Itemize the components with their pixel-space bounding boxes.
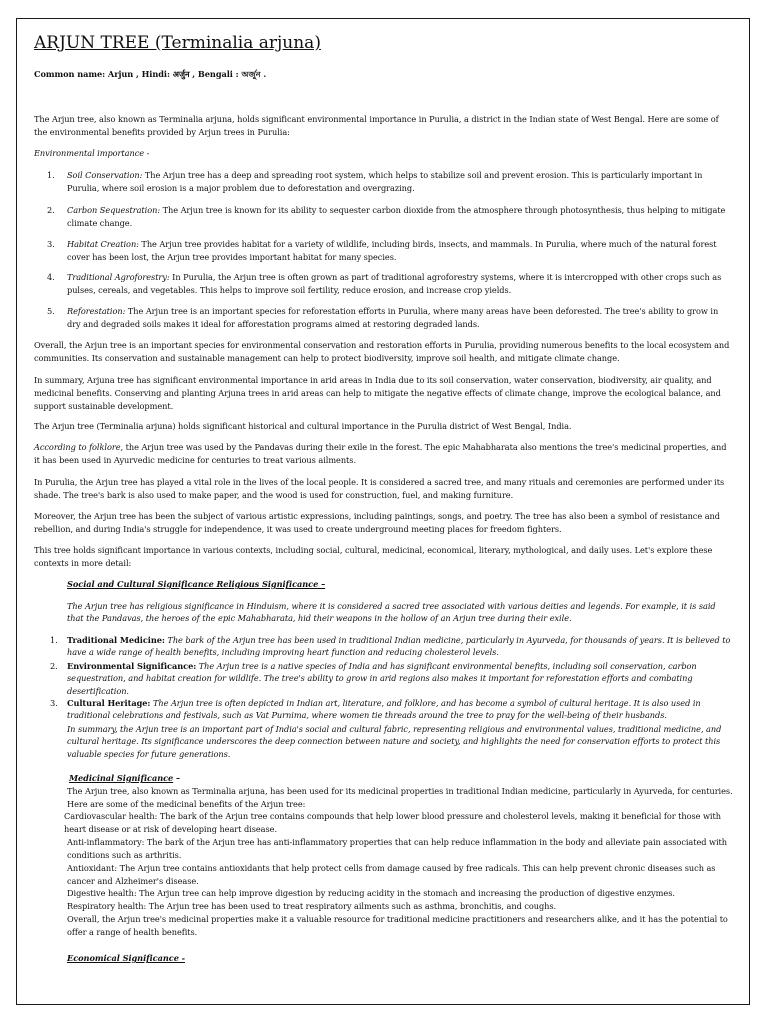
social-item	[50, 697, 733, 722]
env-item	[47, 305, 731, 331]
intro-paragraph: The Arjun tree, also known as Terminalia arjuna, holds significant environmental importance in Purulia, a district in the Indian state of West Bengal. Here are some of the environmental benefits provided by Arjun trees in Purulia:	[34, 114, 719, 137]
env-item-text: In Purulia, the Arjun tree is often grown as part of traditional agroforestry systems, where it is intercropped with other crops such as pulses, cereals, and vegetables. This helps to improve soil fertility, reduce erosion, and increase crop yields.	[67, 272, 722, 295]
medicinal-heading-text: Medicinal Significance	[69, 773, 174, 783]
env-item-number: 2.	[47, 205, 55, 215]
social-item-term: Environmental Significance:	[67, 661, 197, 671]
medicinal-anti-inflammatory: Anti-inflammatory: The bark of the Arjun tree has anti-inflammatory properties that can help reduce inflammation in the body and alleviate pain associated with conditions such as arthritis.	[67, 837, 728, 860]
medicinal-respiratory: Respiratory health: The Arjun tree has been used to treat respiratory ailments such as asthma, bronchitis, and coughs.	[67, 901, 557, 911]
medicinal-intro: The Arjun tree, also known as Terminalia arjuna, has been used for its medicinal properties in traditional Indian medicine, particularly in Ayurveda, for centuries. Here are some of the medicinal benefits of the Arjun tree:	[67, 786, 733, 809]
env-item-number: 5.	[47, 306, 55, 316]
env-item	[47, 169, 731, 195]
social-item	[50, 634, 733, 659]
env-item-number: 4.	[47, 272, 55, 282]
social-item-text: The Arjun tree is a native species of India and has significant environmental benefits, including soil conservation, carbon sequestration, and habitat creation for wildlife. The tree's ability to grow in arid regions also makes it important for reforestation efforts and combating desertification.	[67, 661, 697, 696]
env-item-term: Traditional Agroforestry:	[67, 272, 170, 282]
summary-paragraph: In summary, Arjuna tree has significant environmental importance in arid areas in India due to its soil conservation, water conservation, biodiversity, air quality, and medicinal benefits. Conserving and planting Arjuna trees in arid areas can help to mitigate the negative effects of climate change, improve the ecological balance, and support sustainable development.	[34, 375, 721, 411]
historical-paragraph: The Arjun tree (Terminalia arjuna) holds significant historical and cultural importance in the Purulia district of West Bengal, India.	[34, 421, 572, 431]
social-item-term: Traditional Medicine:	[67, 635, 165, 645]
social-item-number: 3.	[50, 698, 58, 708]
env-item-term: Carbon Sequestration:	[67, 205, 161, 215]
env-item	[47, 271, 731, 297]
social-item-term: Cultural Heritage:	[67, 698, 151, 708]
document-page	[16, 18, 750, 1005]
medicinal-heading-dash: –	[173, 773, 181, 783]
economical-heading: Economical Significance -	[67, 953, 186, 963]
medicinal-heading	[69, 772, 469, 785]
social-item-text: The bark of the Arjun tree has been used in traditional Indian medicine, particularly in Ayurveda, for thousands of years. It is believed to have a wide range of health benefits, including improving heart function and reducing cholesterol levels.	[67, 635, 731, 658]
folklore-lead: According to folklore,	[34, 442, 124, 452]
env-item-term: Habitat Creation:	[67, 239, 139, 249]
folklore-paragraph	[34, 441, 734, 467]
social-cultural-heading: Social and Cultural Significance Religious Significance –	[67, 579, 326, 589]
medicinal-overall: Overall, the Arjun tree's medicinal properties make it a valuable resource for traditional medicine practitioners and researchers alike, and it has the potential to offer a range of health benefits.	[67, 914, 728, 937]
env-item	[47, 238, 731, 264]
religious-paragraph: The Arjun tree has religious significance in Hinduism, where it is considered a sacred tree associated with various deities and legends. For example, it is said that the Pandavas, the heroes of the epic Mahabharata, hid their weapons in the hollow of an Arjun tree during their exile.	[67, 601, 716, 624]
page-title: ARJUN TREE (Terminalia arjuna)	[34, 33, 321, 53]
contexts-paragraph: This tree holds significant importance in various contexts, including social, cultural, medicinal, economical, literary, mythological, and daily uses. Let's explore these contexts in more detail:	[34, 545, 713, 568]
env-item-text: The Arjun tree provides habitat for a variety of wildlife, including birds, insects, and mammals. In Purulia, where much of the natural forest cover has been lost, the Arjun tree provides important habitat for many species.	[67, 239, 717, 262]
medicinal-digestive: Digestive health: The Arjun tree can help improve digestion by reducing acidity in the stomach and increasing the production of digestive enzymes.	[67, 888, 675, 898]
common-name-line: Common name: Arjun , Hindi: अर्जुन , Bengali : অর্জুন .	[34, 69, 267, 79]
social-summary-paragraph: In summary, the Arjun tree is an important part of India's social and cultural fabric, representing religious and environmental values, traditional medicine, and cultural heritage. Its significance underscores the deep connection between nature and society, and highlights the need for conservation efforts to protect this valuable species for future generations.	[67, 724, 722, 759]
env-item-text: The Arjun tree has a deep and spreading root system, which helps to stabilize soil and prevent erosion. This is particularly important in Purulia, where soil erosion is a major problem due to deforestation and overgrazing.	[67, 170, 703, 193]
purulia-paragraph: In Purulia, the Arjun tree has played a vital role in the lives of the local people. It is considered a sacred tree, and many rituals and ceremonies are performed under its shade. The tree's bark is also used to make paper, and the wood is used for construction, fuel, and making furniture.	[34, 477, 725, 500]
medicinal-cardiovascular: Cardiovascular health: The bark of the Arjun tree contains compounds that help lower blood pressure and cholesterol levels, making it beneficial for those with heart disease or at risk of developing heart disease.	[64, 811, 721, 834]
env-item-term: Reforestation:	[67, 306, 126, 316]
env-item	[47, 204, 731, 230]
social-item-text: The Arjun tree is often depicted in Indian art, literature, and folklore, and has become a symbol of cultural heritage. It is also used in traditional celebrations and festivals, such as Vat Purnima, where women tie threads around the tree to pray for the well-being of their husbands.	[67, 698, 701, 721]
overall-paragraph: Overall, the Arjun tree is an important species for environmental conservation and restoration efforts in Purulia, providing numerous benefits to the local ecosystem and communities. Its conservation and sustainable management can help to protect biodiversity, improve soil health, and mitigate climate change.	[34, 340, 730, 363]
env-item-number: 3.	[47, 239, 55, 249]
folklore-text: the Arjun tree was used by the Pandavas during their exile in the forest. The epic Mahabharata also mentions the tree's medicinal properties, and it has been used in Ayurvedic medicine for centuries to treat various ailments.	[34, 442, 727, 465]
environmental-heading: Environmental importance -	[34, 148, 150, 158]
medicinal-antioxidant: Antioxidant: The Arjun tree contains antioxidants that help protect cells from damage caused by free radicals. This can help prevent chronic diseases such as cancer and Alzheimer's disease.	[67, 863, 716, 886]
env-item-number: 1.	[47, 170, 55, 180]
social-item	[50, 660, 733, 697]
social-item-number: 2.	[50, 661, 58, 671]
env-item-text: The Arjun tree is known for its ability to sequester carbon dioxide from the atmosphere through photosynthesis, thus helping to mitigate climate change.	[67, 205, 726, 228]
moreover-paragraph: Moreover, the Arjun tree has been the subject of various artistic expressions, including paintings, songs, and poetry. The tree has also been a symbol of resistance and rebellion, and during India's struggle for independence, it was used to create underground meeting places for freedom fighters.	[34, 511, 720, 534]
env-item-text: The Arjun tree is an important species for reforestation efforts in Purulia, where many areas have been deforested. The tree's ability to grow in dry and degraded soils makes it ideal for afforestation programs aimed at restoring degraded lands.	[67, 306, 719, 329]
social-item-number: 1.	[50, 635, 58, 645]
env-item-term: Soil Conservation:	[67, 170, 143, 180]
